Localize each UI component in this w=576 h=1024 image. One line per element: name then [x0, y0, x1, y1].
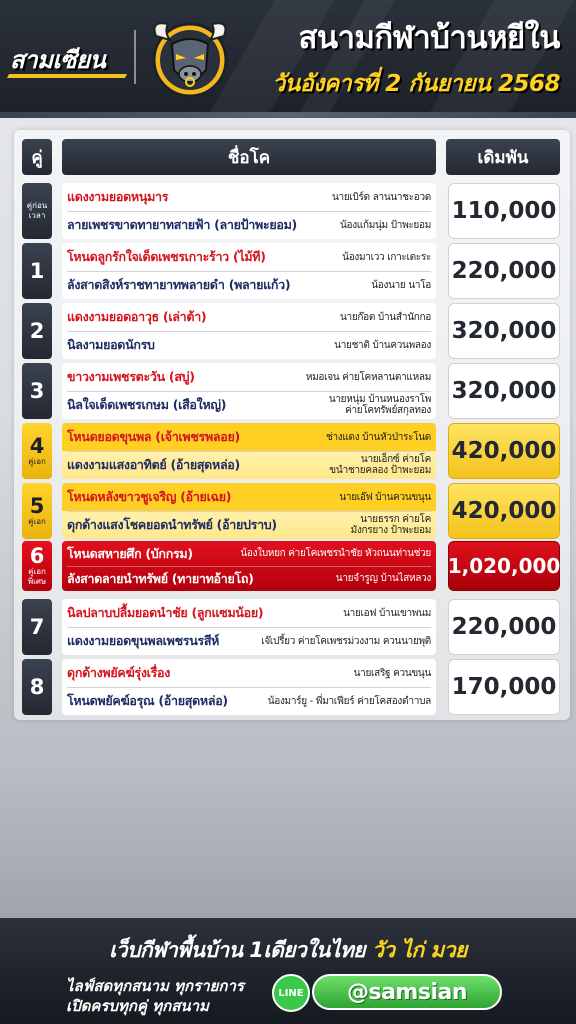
line-app-icon[interactable]: LINE [272, 974, 310, 1012]
fighters-box [62, 541, 436, 591]
footer-live-text: ไลฟ์สดทุกสนาม ทุกรายการ [66, 977, 244, 995]
bet-amount: 420,000 [448, 483, 560, 539]
pair-number: 6 [29, 544, 45, 568]
fight-row [22, 183, 560, 239]
col-header-bet: เดิมพัน [446, 139, 560, 175]
bet-amount: 220,000 [448, 599, 560, 655]
blue-corner-line [62, 211, 436, 239]
fighters-box [62, 183, 436, 239]
blue-corner-owner: นายชาติ บ้านควนพลอง [334, 339, 431, 351]
header [0, 0, 576, 118]
red-corner-name: นิลปลาบปลื้มยอดนำชัย (ลูกแซมน้อย) [67, 605, 264, 620]
red-corner-owner: นายเอ๊ฟ บ้านควนขนุน [339, 491, 431, 503]
pair-number: 3 [29, 379, 45, 403]
pair-type-label: คู่ก่อนเวลา [26, 201, 48, 220]
fighters-box [62, 303, 436, 359]
blue-corner-name: นิลใจเด็ดเพชรเกษม (เสือใหญ่) [67, 397, 227, 412]
blue-corner-owner: นายจำรูญ บ้านไสหลวง [335, 573, 431, 584]
pair-number-badge [22, 541, 52, 591]
pair-number-badge [22, 599, 52, 655]
red-corner-owner: หมอเจน ค่ายโคหลานตาแหลม [305, 371, 431, 383]
blue-corner-line [62, 391, 436, 419]
pair-number-badge [22, 483, 52, 539]
brand-logo-underline [7, 74, 127, 78]
fighters-box [62, 483, 436, 539]
col-header-pair: คู่ [22, 139, 52, 175]
red-corner-name: แดงงามยอดหนุมาร [67, 189, 169, 204]
red-corner-owner: น้องใบหยก ค่ายโคเพชรนำชัย หัวถนนท่านช่วย [240, 548, 431, 559]
bet-amount: 420,000 [448, 423, 560, 479]
red-corner-name: โหนดลูกรักใจเด็ดเพชรเกาะร้าว (ไม้ที) [67, 249, 266, 264]
blue-corner-owner: นายหนุ่ม บ้านหนองราโพ ค่ายโคทรัพย์สกุลทอง [328, 394, 431, 416]
red-corner-line [62, 303, 436, 331]
red-corner-name: ดุกด้างพยัคฆ์รุ่งเรื่อง [67, 665, 171, 680]
footer-open-text: เปิดครบทุกคู่ ทุกสนาม [66, 997, 209, 1015]
red-corner-name: ขาวงามเพชรตะวัน (สบู่) [67, 369, 195, 384]
blue-corner-name: ลายเพชรขาดทายาทสายฟ้า (ลายป้าพะยอม) [67, 217, 297, 232]
blue-corner-line [62, 451, 436, 479]
blue-corner-name: ดุกด้างแสงโชคยอดนำทรัพย์ (อ้ายปราบ) [67, 517, 277, 532]
blue-corner-owner: นายธรรก ค่ายโค มังกรยาง ป้าพะยอม [350, 514, 431, 536]
blue-corner-owner: เจ๊เปรี้ยว ค่ายโคเพชรม่วงงาม ควนนายพุติ [261, 635, 431, 647]
fighters-box [62, 423, 436, 479]
red-corner-name: โหนดหลังขาวชูเจริญ (อ้ายเฉย) [67, 489, 232, 504]
pair-number: 8 [29, 675, 45, 699]
blue-corner-line [62, 627, 436, 655]
tagline-white: เว็บกีฬาพื้นบ้าน 1เดียวในไทย [109, 938, 366, 962]
bet-amount: 220,000 [448, 243, 560, 299]
red-corner-owner: นายเอฟ บ้านเขาพนม [343, 607, 431, 619]
red-corner-name: โหนดยอดขุนพล (เจ้าเพชรพลอย) [67, 429, 240, 444]
fight-row [22, 423, 560, 479]
fight-row [22, 303, 560, 359]
blue-corner-name: แดงงามยอดขุนพลเพชรนรสีห์ [67, 633, 220, 648]
pair-number: 1 [29, 259, 45, 283]
fight-row [22, 659, 560, 715]
blue-corner-name: โหนดพยัคฆ์อรุณ (อ้ายสุดหล่อ) [67, 693, 228, 708]
brand-logo: สามเซียน [10, 46, 106, 74]
pair-type-label: คู่เอก [28, 457, 46, 466]
blue-corner-name: ลังสาดสิงห์ราชทายาทพลายดำ (พลายแก้ว) [67, 277, 291, 292]
fighters-box [62, 363, 436, 419]
pair-number-badge [22, 183, 52, 239]
bull-mascot-icon [146, 14, 234, 102]
red-corner-line [62, 483, 436, 511]
fight-row [22, 541, 560, 591]
pair-number-badge [22, 423, 52, 479]
pair-number: 2 [29, 319, 45, 343]
fighters-box [62, 243, 436, 299]
bet-amount: 170,000 [448, 659, 560, 715]
red-corner-line [62, 243, 436, 271]
blue-corner-owner: น้องนาย นาโอ [371, 279, 431, 291]
stadium-title: สนามกีฬาบ้านหยีใน [298, 20, 560, 56]
fight-row [22, 243, 560, 299]
tagline-yellow: วัว ไก่ มวย [371, 938, 467, 962]
blue-corner-name: แดงงามแสงอาทิตย์ (อ้ายสุดหล่อ) [67, 457, 240, 472]
red-corner-name: แดงงามยอดอาวุธ (เล่าต้า) [67, 309, 207, 324]
pair-number-badge [22, 659, 52, 715]
red-corner-owner: ช่างแดง บ้านหัวป่าระโนด [326, 431, 431, 443]
blue-corner-line [62, 331, 436, 359]
pair-type-label: คู่เอกพิเศษ [27, 567, 47, 586]
event-date: วันอังคารที่ 2 กันยายน 2568 [272, 71, 560, 97]
blue-corner-owner: น้องมาร์ยู - พี่มาเฟียร์ ค่ายโคสองตำาบล [267, 695, 431, 707]
pair-number-badge [22, 363, 52, 419]
col-header-name: ชื่อโค [62, 139, 436, 175]
red-corner-line [62, 659, 436, 687]
fight-row [22, 599, 560, 655]
bet-amount: 320,000 [448, 303, 560, 359]
blue-corner-line [62, 687, 436, 715]
bet-amount: 110,000 [448, 183, 560, 239]
red-corner-line [62, 599, 436, 627]
red-corner-owner: นายเสริฐ ควนขนุน [353, 667, 431, 679]
red-corner-line [62, 541, 436, 566]
bet-amount: 1,020,000 [448, 541, 560, 591]
fight-row [22, 363, 560, 419]
pair-number: 7 [29, 615, 45, 639]
red-corner-owner: นายเบิร์ด ลานนาชะอวด [331, 191, 431, 203]
pair-number: 5 [29, 494, 45, 518]
blue-corner-line [62, 271, 436, 299]
red-corner-name: โหนดสหายศึก (บักกรม) [67, 545, 193, 561]
red-corner-owner: นายก๊อต บ้านสำนักกอ [339, 311, 431, 323]
blue-corner-owner: น้องแก้มนุ่ม ป้าพะยอม [339, 219, 431, 231]
pair-number-badge [22, 243, 52, 299]
fight-row [22, 483, 560, 539]
fighters-box [62, 659, 436, 715]
footer-tagline [0, 934, 576, 967]
bet-amount: 320,000 [448, 363, 560, 419]
line-id-button[interactable]: @samsian [312, 974, 502, 1010]
blue-corner-line [62, 511, 436, 539]
red-corner-line [62, 183, 436, 211]
red-corner-line [62, 423, 436, 451]
pair-number-badge [22, 303, 52, 359]
red-corner-owner: น้องมาเวว เกาะเตะระ [342, 251, 431, 263]
blue-corner-name: ลังสาดลายนำทรัพย์ (ทายาทอ้ายโถ) [67, 570, 254, 586]
pair-type-label: คู่เอก [28, 517, 46, 526]
blue-corner-owner: นายเอ็กซ์ ค่ายโค ขนำชายคลอง ป้าพะยอม [329, 454, 431, 476]
blue-corner-name: นิลงามยอดนักรบ [67, 337, 155, 352]
pair-number: 4 [29, 434, 45, 458]
logo-divider [134, 30, 136, 84]
fighters-box [62, 599, 436, 655]
blue-corner-line [62, 566, 436, 591]
red-corner-line [62, 363, 436, 391]
